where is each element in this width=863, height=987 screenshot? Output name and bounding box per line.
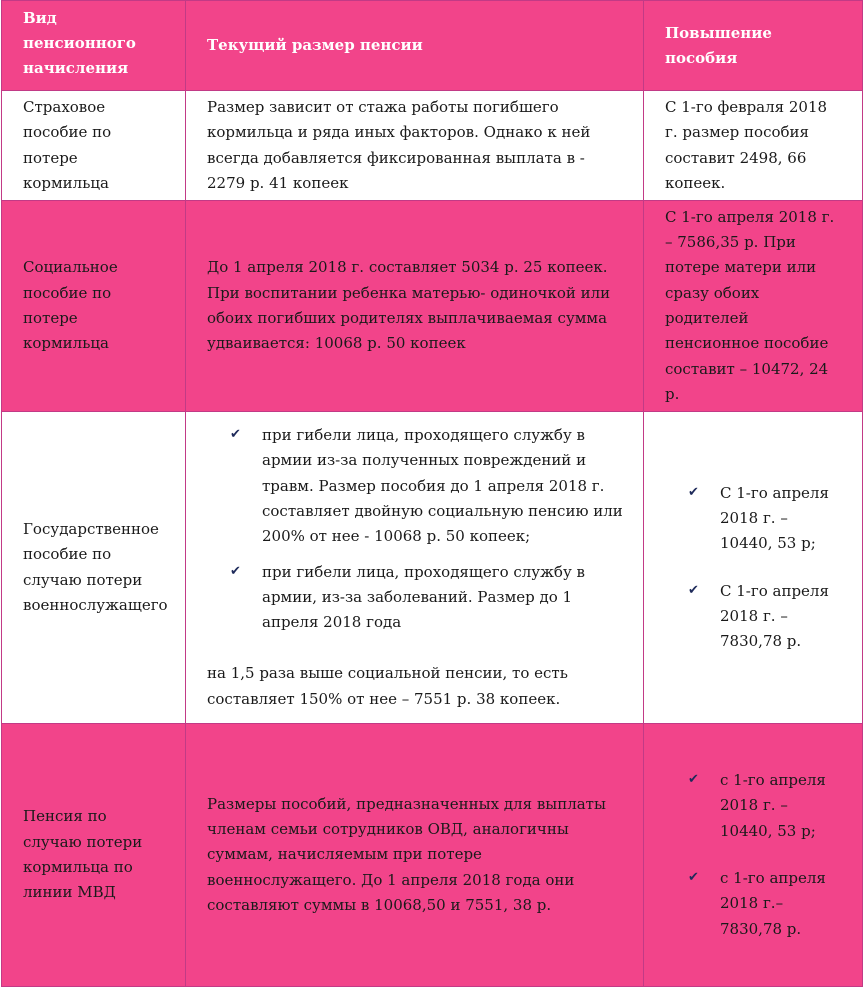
list-item <box>688 481 844 557</box>
cell-current: Размеры пособий, предназначенных для выплаты членам семьи сотрудников ОВД, аналогичны суммам, начисляемым при потере военнослужащего. До 1 апреля 2018 года они составляют суммы в 10068,50 и 7551, 38 р. <box>186 724 644 987</box>
header-type: Вид пенсионного начисления <box>2 1 186 91</box>
table-row <box>2 724 863 987</box>
cell-type: Социальное пособие по потере кормильца <box>2 201 186 412</box>
cell-current: До 1 апреля 2018 г. составляет 5034 р. 25 копеек. При воспитании ребенка матерью- одиночкой или обоих погибших родителях выплачиваемая сумма удваивается: 10068 р. 50 копеек <box>186 201 644 412</box>
cell-increase <box>644 412 863 724</box>
checkmark-icon: ✔ <box>230 563 241 579</box>
table-row <box>2 91 863 201</box>
list-item <box>688 768 844 844</box>
cell-current <box>186 412 644 724</box>
list-item-text: при гибели лица, проходящего службу в армии, из-за заболеваний. Размер до 1 апреля 2018 года <box>262 562 585 632</box>
list-item <box>688 866 844 942</box>
list-item-text: при гибели лица, проходящего службу в армии из-за полученных повреждений и травм. Размер пособия до 1 апреля 2018 г. составляет двойную социальную пенсию или 200% от нее - 10068 р. 50 копеек; <box>262 426 623 546</box>
checkmark-icon: ✔ <box>688 582 699 598</box>
list-item-text: с 1-го апреля 2018 г. – 10440, 53 р; <box>720 771 826 840</box>
cell-type: Пенсия по случаю потери кормильца по линии МВД <box>2 724 186 987</box>
list-item <box>230 560 625 636</box>
list-item-text: С 1-го апреля 2018 г. – 7830,78 р. <box>720 581 829 651</box>
cell-increase: С 1-го февраля 2018 г. размер пособия составит 2498, 66 копеек. <box>644 91 863 201</box>
checkmark-icon: ✔ <box>688 484 699 500</box>
cell-current: Размер зависит от стажа работы погибшего кормильца и ряда иных факторов. Однако к ней всегда добавляется фиксированная выплата в - 2279 р. 41 копеек <box>186 91 644 201</box>
cell-increase: С 1-го апреля 2018 г. – 7586,35 р. При потере матери или сразу обоих родителей пенсионное пособие составит – 10472, 24 р. <box>644 201 863 412</box>
checkmark-icon: ✔ <box>688 870 699 885</box>
cell-note: на 1,5 раза выше социальной пенсии, то есть составляет 150% от нее – 7551 р. 38 копеек. <box>207 664 568 708</box>
checkmark-icon: ✔ <box>230 427 241 443</box>
list-item-text: с 1-го апреля 2018 г.– 7830,78 р. <box>720 869 826 938</box>
list-item-text: С 1-го апреля 2018 г. – 10440, 53 р; <box>720 483 829 553</box>
checklist <box>665 481 844 655</box>
header-current: Текущий размер пенсии <box>186 1 644 91</box>
checklist <box>665 768 844 942</box>
checklist <box>207 423 625 635</box>
list-item <box>230 423 625 549</box>
cell-type: Страховое пособие по потере кормильца <box>2 91 186 201</box>
table-header-row <box>2 1 863 91</box>
cell-type: Государственное пособие по случаю потери военнослужащего <box>2 412 186 724</box>
list-item <box>688 579 844 655</box>
header-increase: Повышение пособия <box>644 1 863 91</box>
pension-table <box>1 0 863 987</box>
table-row <box>2 201 863 412</box>
checkmark-icon: ✔ <box>688 772 699 788</box>
cell-increase <box>644 724 863 987</box>
table-row <box>2 412 863 724</box>
